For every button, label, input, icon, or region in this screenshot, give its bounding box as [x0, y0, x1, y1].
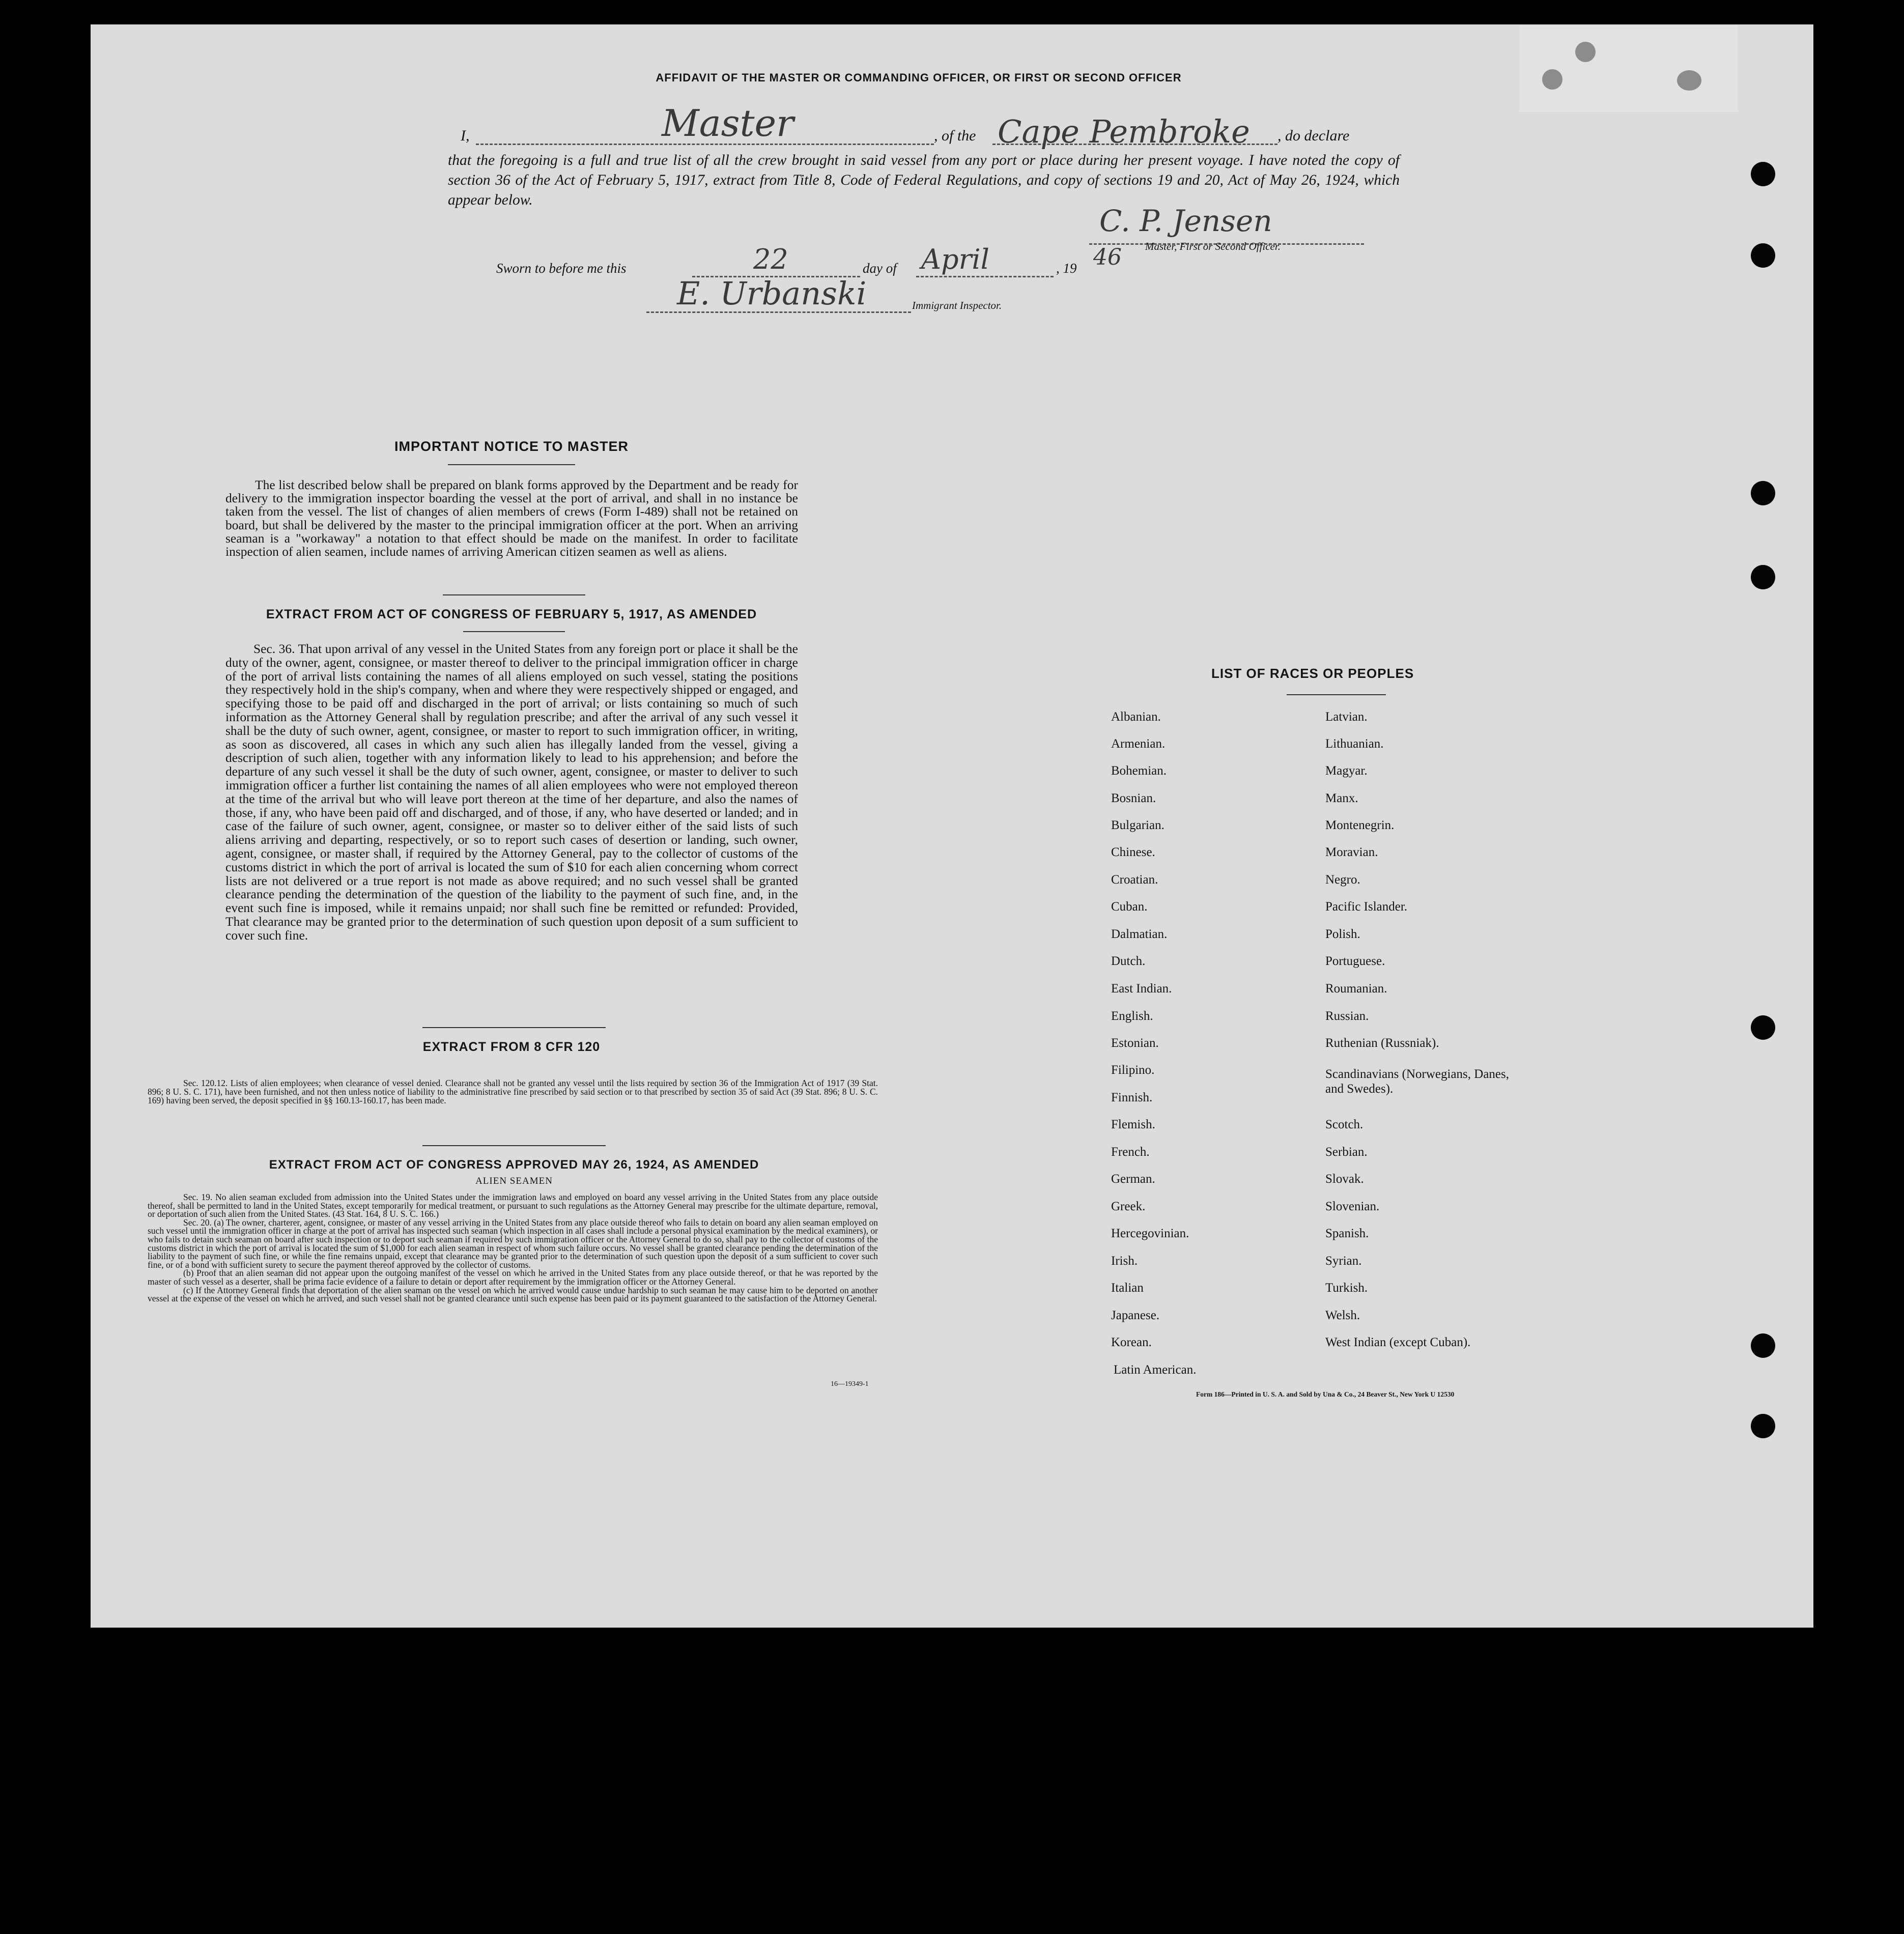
month-handwriting: April	[921, 243, 989, 275]
master-handwriting: Master	[662, 102, 794, 145]
race-name: French.	[1111, 1145, 1150, 1159]
extract-1917-title-rule	[463, 631, 565, 632]
tape-mark	[1519, 25, 1738, 112]
race-name: Manx.	[1325, 791, 1358, 805]
race-name: Cuban.	[1111, 900, 1148, 914]
race-name: Bohemian.	[1111, 764, 1167, 778]
race-name: Russian.	[1325, 1009, 1369, 1023]
do-declare-label: , do declare	[1277, 127, 1350, 144]
race-name: Flemish.	[1111, 1118, 1155, 1131]
signature-label: Master, First or Second Officer.	[1145, 240, 1281, 252]
form-imprint: Form 186—Printed in U. S. A. and Sold by Una & Co., 24 Beaver St., New York U 12530	[1196, 1390, 1455, 1398]
race-name: Hercegovinian.	[1111, 1227, 1189, 1240]
section-20b-text: (b) Proof that an alien seaman did not appear upon the outgoing manifest of the vessel on which he arrived in the United States from any place outside thereof, or that he was reported by the master of such vessel as a deserter, shall be prima facie evidence of a failure to detain or deport after requirement by the immigration officer or the Attorney General.	[148, 1268, 878, 1287]
punch-hole	[1751, 1333, 1775, 1358]
year-prefix-label: , 19	[1056, 261, 1077, 276]
race-name: Italian	[1111, 1281, 1144, 1295]
race-name: Spanish.	[1325, 1227, 1369, 1240]
race-name: Portuguese.	[1325, 954, 1385, 968]
race-name: Dutch.	[1111, 954, 1146, 968]
affidavit-i-label: I,	[461, 127, 470, 144]
extract-1924-subtitle: ALIEN SEAMEN	[475, 1176, 553, 1186]
race-name: German.	[1111, 1172, 1155, 1186]
race-name: Syrian.	[1325, 1254, 1362, 1268]
race-name: Finnish.	[1111, 1091, 1153, 1104]
race-name: Slovak.	[1325, 1172, 1364, 1186]
punch-hole	[1751, 481, 1775, 505]
notice-body: The list described below shall be prepared on blank forms approved by the Department and be ready for delivery to the immigration inspector boarding the vessel at the port of arrival, and shall in no instance be taken from the vessel. The list of changes of alien members of crews (Form I-489) shall not be retained on board, but shall be delivered by the master to the principal immigration officer at the port. When an arriving seaman is a "workaway" a notation to that effect should be made on the manifest. In order to facilitate inspection of alien seamen, include names of arriving American citizen seamen as well as aliens.	[225, 477, 798, 559]
divider	[422, 1027, 606, 1028]
of-the-label: , of the	[934, 127, 976, 144]
races-title-rule	[1287, 694, 1386, 695]
affidavit-title: AFFIDAVIT OF THE MASTER OR COMMANDING OFFICER, OR FIRST OR SECOND OFFICER	[656, 71, 1182, 84]
race-name: Latin American.	[1114, 1363, 1197, 1377]
race-name: Negro.	[1325, 873, 1360, 887]
race-name: Bulgarian.	[1111, 818, 1164, 832]
race-name: Lithuanian.	[1325, 737, 1384, 751]
inspector-handwriting: E. Urbanski	[677, 275, 867, 312]
inspector-line	[646, 311, 911, 313]
divider	[422, 1145, 606, 1146]
race-name: Magyar.	[1325, 764, 1368, 778]
race-name: Estonian.	[1111, 1036, 1159, 1050]
extract-1917-title: EXTRACT FROM ACT OF CONGRESS OF FEBRUARY 5, 1917, AS AMENDED	[266, 607, 757, 621]
punch-hole	[1751, 565, 1775, 589]
race-name: Korean.	[1111, 1335, 1152, 1349]
inspector-label: Immigrant Inspector.	[912, 299, 1002, 311]
form-code: 16—19349-1	[831, 1380, 869, 1388]
extract-1917-body: Sec. 36. That upon arrival of any vessel in the United States from any foreign port or place it shall be the duty of the owner, agent, consignee, or master thereof to deliver to the principal immigration officer in charge of the port of arrival lists containing the names of all aliens employed on such vessel, stating the positions they respectively hold in the ship's company, when and where they were respectively shipped or engaged, and specifying those to be paid off and discharged in the port of arrival; or lists containing so much of such information as the Attorney General shall by regulation prescribe; and after the arrival of any such vessel it shall be the duty of such owner, agent, consignee, or master to report to such immigration officer, in writing, as soon as discovered, all cases in which any such alien has illegally landed from the vessel, giving a description of such alien, together with any information likely to lead to his apprehension; and before the departure of any such vessel it shall be the duty of such owner, agent, consignee, or master to deliver to such immigration officer a further list containing the names of all alien employees who were not employed thereon at the time of the arrival but who will leave port thereon at the time of her departure, and also the names of those, if any, who have been paid off and discharged, and of those, if any, who have deserted or landed; and in case of the failure of such owner, agent, consignee, or master so to deliver either of the said lists of such aliens arriving and departing, respectively, or so to report such cases of desertion or landing, such owner, agent, consignee, or master shall, if required by the Attorney General, pay to the collector of customs of the customs district in which the port of arrival is located the sum of $10 for each alien concerning whom correct lists are not delivered or a true report is not made as above required; and no such vessel shall be granted clearance pending the determination of the question of the liability to the payment of such fine, and, in the event such fine is imposed, while it remains unpaid; nor shall such fine be remitted or refunded: Provided, That clearance may be granted prior to the determination of such question upon deposit of a sum sufficient to cover such fine.	[225, 641, 798, 943]
race-name: Montenegrin.	[1325, 818, 1395, 832]
race-name: English.	[1111, 1009, 1153, 1023]
race-name: Serbian.	[1325, 1145, 1368, 1159]
race-name: Moravian.	[1325, 845, 1378, 859]
race-name: Croatian.	[1111, 873, 1158, 887]
vessel-handwriting: Cape Pembroke	[998, 113, 1250, 150]
punch-hole	[1751, 162, 1775, 186]
race-name: West Indian (except Cuban).	[1325, 1335, 1471, 1349]
race-name: Scotch.	[1325, 1118, 1363, 1131]
race-name: Roumanian.	[1325, 982, 1387, 996]
extract-1924-title: EXTRACT FROM ACT OF CONGRESS APPROVED MAY 26, 1924, AS AMENDED	[269, 1158, 759, 1172]
year-handwriting: 46	[1093, 244, 1122, 270]
race-name: Albanian.	[1111, 710, 1161, 724]
race-name: Scandinavians (Norwegians, Danes, and Swedes).	[1325, 1067, 1510, 1096]
race-name: Dalmatian.	[1111, 927, 1168, 941]
race-name: Chinese.	[1111, 845, 1155, 859]
day-of-label: day of	[863, 261, 897, 276]
race-name: Bosnian.	[1111, 791, 1156, 805]
race-name: Japanese.	[1111, 1309, 1160, 1322]
race-name: Ruthenian (Russniak).	[1325, 1036, 1439, 1050]
extract-cfr-title: EXTRACT FROM 8 CFR 120	[422, 1040, 601, 1054]
notice-title: IMPORTANT NOTICE TO MASTER	[394, 439, 629, 454]
month-line	[916, 276, 1054, 277]
race-name: Pacific Islander.	[1325, 900, 1408, 914]
signature-handwriting: C. P. Jensen	[1099, 204, 1272, 238]
race-name: Turkish.	[1325, 1281, 1368, 1295]
race-name: Welsh.	[1325, 1309, 1360, 1322]
races-title: LIST OF RACES OR PEOPLES	[1211, 666, 1414, 681]
divider	[443, 594, 585, 595]
sworn-label: Sworn to before me this	[496, 261, 627, 276]
punch-hole	[1751, 1414, 1775, 1438]
extract-1924-body	[148, 1193, 878, 1303]
race-name: East Indian.	[1111, 982, 1172, 996]
race-name: Greek.	[1111, 1200, 1146, 1213]
notice-title-rule	[448, 464, 575, 465]
punch-hole	[1751, 243, 1775, 268]
day-handwriting: 22	[753, 243, 788, 275]
punch-hole	[1751, 1015, 1775, 1040]
section-20a-text: Sec. 20. (a) The owner, charterer, agent, consignee, or master of any vessel arriving in the United States from any place outside thereof who fails to detain on board any alien seaman employed on such vessel until the immigration officer in charge at the port of arrival has inspected such seaman (which inspection in all cases shall include a personal physical examination by the medical examiners), or who fails to detain such seaman on board after such inspection or to deport such seaman if required by such immigration officer or the Attorney General to do so, shall pay to the collector of customs of the customs district in which the port of arrival is located the sum of $1,000 for each alien seaman in respect of whom such failure occurs. No vessel shall be granted clearance pending the determination of the liability to the payment of such fine, or while the fine remains unpaid, except that clearance may be granted prior to the determination of such question upon the deposit of a sum sufficient to cover such fine, or of a bond with sufficient surety to secure the payment thereof approved by the collector of customs.	[148, 1217, 878, 1270]
race-name: Latvian.	[1325, 710, 1368, 724]
race-name: Filipino.	[1111, 1063, 1155, 1077]
section-19-text: Sec. 19. No alien seaman excluded from admission into the United States under the immigration laws and employed on board any vessel arriving in the United States from any place outside thereof, shall be permitted to land in the United States, except temporarily for medical treatment, or pursuant to such regulations as the Attorney General may prescribe for the ultimate departure, removal, or deportation of such alien from the United States. (43 Stat. 164, 8 U. S. C. 166.)	[148, 1192, 878, 1219]
affidavit-body: that the foregoing is a full and true list of all the crew brought in said vessel from any port or place during her present voyage. I have noted the copy of section 36 of the Act of February 5, 1917, extract from Title 8, Code of Federal Regulations, and copy of sections 19 and 20, Act of May 26, 1924, which appear below.	[448, 152, 1400, 208]
extract-cfr-body: Sec. 120.12. Lists of alien employees; when clearance of vessel denied. Clearance shall not be granted any vessel until the lists required by section 36 of the Immigration Act of 1917 (39 Stat. 896; 8 U. S. C. 171), have been furnished, and not then unless notice of liability to the administrative fine prescribed by said section or to that prescribed by section 35 of said Act (39 Stat. 896; 8 U. S. C. 169) having been served, the deposit specified in §§ 160.13-160.17, has been made.	[148, 1078, 878, 1105]
race-name: Polish.	[1325, 927, 1360, 941]
section-20c-text: (c) If the Attorney General finds that deportation of the alien seaman on the vessel on which he arrived would cause undue hardship to such seaman he may cause him to be deported on another vessel at the expense of the vessel on which he arrived, and such vessel shall not be granted clearance until such expense has been paid or its payment guaranteed to the satisfaction of the Attorney General.	[148, 1285, 878, 1304]
race-name: Irish.	[1111, 1254, 1138, 1268]
race-name: Armenian.	[1111, 737, 1166, 751]
race-name: Slovenian.	[1325, 1200, 1380, 1213]
